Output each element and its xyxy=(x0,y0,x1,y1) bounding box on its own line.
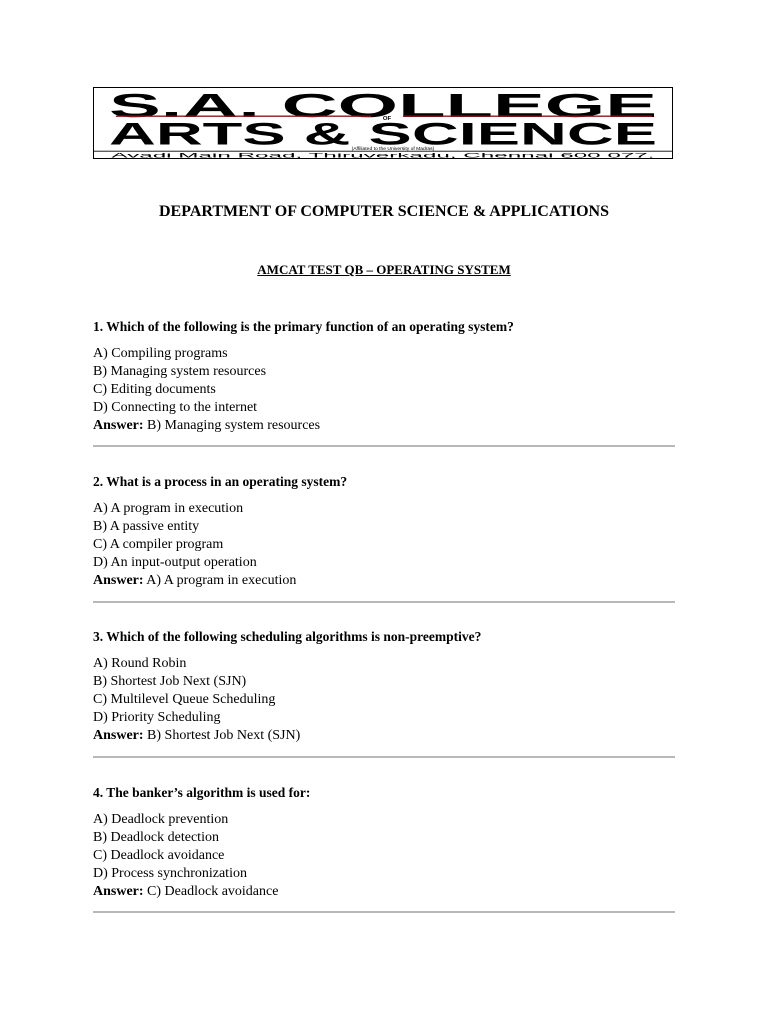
option: B) A passive entity xyxy=(93,519,200,534)
option: D) Connecting to the internet xyxy=(93,400,258,415)
option: D) Process synchronization xyxy=(93,866,247,881)
logo-affiliation: (Affiliated to the University of Madras) xyxy=(351,147,435,153)
question-text: 3. Which of the following scheduling algorithms is non-preemptive? xyxy=(93,629,482,644)
logo-address: Avadi Main Road, Thiruverkadu, Chennai 600 077. xyxy=(111,152,655,158)
question-block xyxy=(93,628,675,745)
answer-label: Answer: xyxy=(93,884,144,899)
logo-of: OF xyxy=(382,116,392,123)
answer-value: B) Shortest Job Next (SJN) xyxy=(143,728,301,743)
option: A) Deadlock prevention xyxy=(93,812,229,827)
college-logo xyxy=(93,87,673,159)
answer-line xyxy=(93,727,675,745)
answer-label: Answer: xyxy=(93,728,144,743)
divider-rule xyxy=(93,601,675,603)
divider-rule xyxy=(93,756,675,758)
option: C) Multilevel Queue Scheduling xyxy=(93,692,276,707)
option: B) Deadlock detection xyxy=(93,830,219,845)
answer-value: C) Deadlock avoidance xyxy=(143,884,279,899)
answer-value: B) Managing system resources xyxy=(143,418,321,433)
option: C) A compiler program xyxy=(93,537,224,552)
option: C) Deadlock avoidance xyxy=(93,848,225,863)
answer-label: Answer: xyxy=(93,573,144,588)
logo-line2: ARTS & SCIENCE xyxy=(108,115,658,152)
question-text: 4. The banker’s algorithm is used for: xyxy=(93,785,311,800)
question-block xyxy=(93,784,675,901)
department-heading: DEPARTMENT OF COMPUTER SCIENCE & APPLICATIONS xyxy=(159,203,609,220)
divider-rule xyxy=(93,445,675,447)
question-block xyxy=(93,473,675,590)
option: B) Shortest Job Next (SJN) xyxy=(93,674,247,689)
option: B) Managing system resources xyxy=(93,364,267,379)
option: D) Priority Scheduling xyxy=(93,710,221,725)
college-logo-graphic xyxy=(94,88,672,158)
answer-line xyxy=(93,572,675,590)
answer-line xyxy=(93,417,675,435)
question-text: 1. Which of the following is the primary function of an operating system? xyxy=(93,319,514,334)
test-title: AMCAT TEST QB – OPERATING SYSTEM xyxy=(257,262,511,277)
answer-value: A) A program in execution xyxy=(143,573,297,588)
question-block xyxy=(93,318,675,435)
logo-line1: S.A. COLLEGE xyxy=(108,88,658,126)
answer-label: Answer: xyxy=(93,418,144,433)
option: A) A program in execution xyxy=(93,501,244,516)
option: D) An input-output operation xyxy=(93,555,257,570)
question-text: 2. What is a process in an operating system? xyxy=(93,474,348,489)
answer-line xyxy=(93,883,675,901)
option: A) Round Robin xyxy=(93,656,187,671)
divider-rule xyxy=(93,911,675,913)
option: C) Editing documents xyxy=(93,382,216,397)
option: A) Compiling programs xyxy=(93,346,228,361)
